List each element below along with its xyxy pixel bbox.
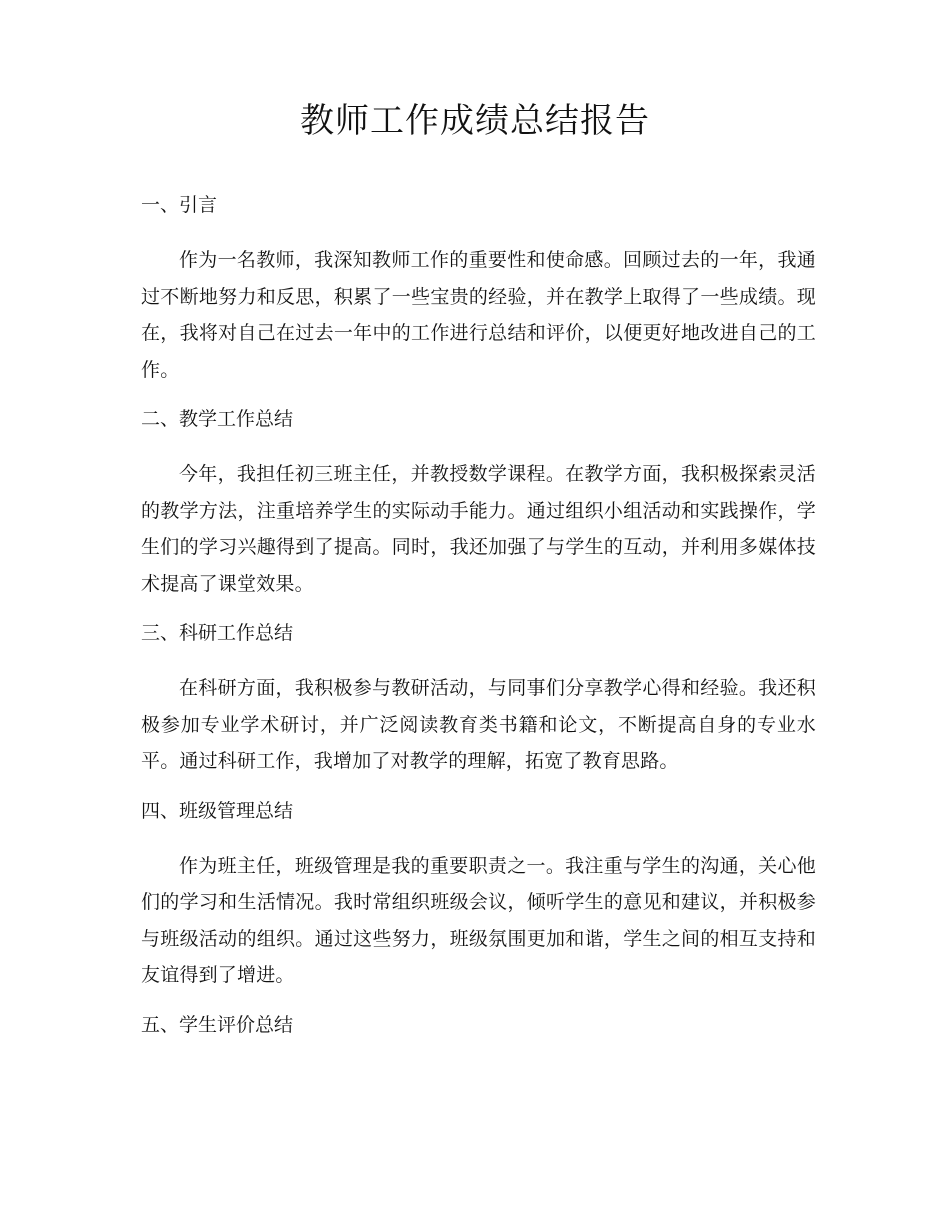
section-heading: 五、学生评价总结 xyxy=(141,1013,294,1036)
section-heading: 四、班级管理总结 xyxy=(141,799,294,822)
section-paragraph: 在科研方面，我积极参与教研活动，与同事们分享教学心得和经验。我还积极参加专业学术研讨，并广泛阅读教育类书籍和论文，不断提高自身的专业水平。通过科研工作，我增加了对教学的理解，拓宽了教育思路。 xyxy=(141,677,816,772)
section-paragraph: 作为一名教师，我深知教师工作的重要性和使命感。回顾过去的一年，我通过不断地努力和反思，积累了一些宝贵的经验，并在教学上取得了一些成绩。现在，我将对自己在过去一年中的工作进行总结和评价，以便更好地改进自己的工作。 xyxy=(141,249,816,381)
section-research xyxy=(141,618,816,796)
section-paragraph: 作为班主任，班级管理是我的重要职责之一。我注重与学生的沟通，关心他们的学习和生活情况。我时常组织班级会议，倾听学生的意见和建议，并积极参与班级活动的组织。通过这些努力，班级氛围更加和谐，学生之间的相互支持和友谊得到了增进。 xyxy=(141,854,816,986)
section-teaching xyxy=(141,404,816,618)
section-heading: 三、科研工作总结 xyxy=(141,622,294,644)
section-class-management xyxy=(141,796,816,1010)
section-heading: 一、引言 xyxy=(141,194,218,216)
section-heading: 二、教学工作总结 xyxy=(141,408,294,430)
section-student-evaluation xyxy=(141,1010,816,1040)
section-paragraph: 今年，我担任初三班主任，并教授数学课程。在教学方面，我积极探索灵活的教学方法，注重培养学生的实际动手能力。通过组织小组活动和实践操作，学生们的学习兴趣得到了提高。同时，我还加强了与学生的互动，并利用多媒体技术提高了课堂效果。 xyxy=(141,463,816,595)
section-introduction xyxy=(141,190,816,404)
document-body xyxy=(141,190,816,1040)
document-title: 教师工作成绩总结报告 xyxy=(300,101,650,141)
